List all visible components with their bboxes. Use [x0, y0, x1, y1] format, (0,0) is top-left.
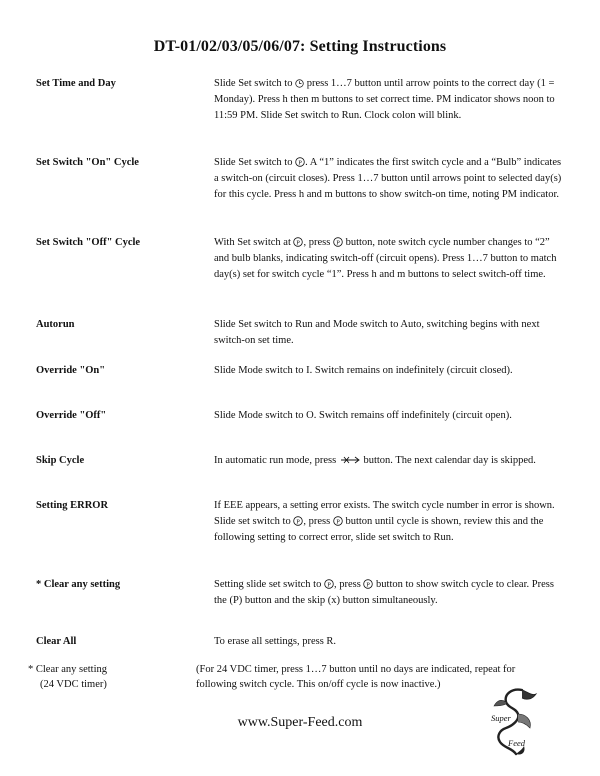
section-text: Slide Set switch to Run and Mode switch to Auto, switching begins with next switch-on set time. [214, 319, 540, 346]
footnote-text: (For 24 VDC timer, press 1…7 button until no days are indicated, repeat for following switch cycle. This on/off cycle is now inactive.) [196, 664, 516, 690]
text-part: In automatic run mode, press [214, 455, 339, 466]
text-part: , press [333, 579, 364, 590]
svg-text:Super: Super [491, 713, 511, 723]
svg-text:P: P [366, 581, 371, 589]
program-icon [333, 516, 343, 526]
text-part: button to show switch cycle to clear. Press the (P) button and the skip (x) button simultaneously. [214, 579, 554, 606]
section-text: Slide Mode switch to I. Switch remains on indefinitely (circuit closed). [214, 365, 513, 376]
section-text [214, 577, 564, 609]
program-icon [295, 157, 305, 167]
skip-icon [339, 455, 361, 465]
section-text: To erase all settings, press R. [214, 636, 337, 647]
section-label: Override "Off" [36, 410, 107, 421]
section-text [214, 155, 564, 203]
text-part: , press [303, 516, 333, 527]
text-part: If EEE appears, a setting error exists. The switch cycle number in error is shown. Slide set switch to [214, 500, 555, 527]
section-label: Setting ERROR [36, 500, 109, 511]
section-text [214, 498, 564, 546]
program-icon [293, 516, 303, 526]
section-label: Override "On" [36, 365, 106, 376]
super-feed-seahorse-logo-icon [482, 684, 546, 760]
section-label: Clear All [36, 636, 77, 647]
svg-text:P: P [336, 518, 340, 526]
svg-text:Feed: Feed [508, 738, 525, 748]
svg-text:P: P [327, 581, 331, 589]
section-label: Set Switch "On" Cycle [36, 157, 139, 168]
section-label: Set Time and Day [36, 78, 116, 89]
section-text [214, 235, 564, 283]
section-label: Skip Cycle [36, 455, 85, 466]
clock-icon [295, 79, 304, 88]
svg-text:P: P [336, 239, 340, 247]
footnote-label-line: (24 VDC timer) [40, 679, 107, 690]
text-part: Slide Set switch to [214, 78, 296, 89]
text-part: , press [303, 237, 333, 248]
program-icon [324, 579, 334, 589]
page-title: DT-01/02/03/05/06/07: Setting Instructions [153, 38, 447, 55]
svg-text:P: P [298, 159, 302, 167]
section-text [214, 76, 564, 124]
svg-text:P: P [296, 518, 301, 526]
svg-text:P: P [296, 239, 301, 247]
program-icon [333, 237, 343, 247]
text-part: button, note switch cycle number changes to “2” and bulb blanks, indicating switch-off (circuit opens). Press 1…7 button to match day(s) set for switch cycle “1”. Press h and m buttons to select switch-off time. [214, 237, 557, 280]
text-part: Setting slide set switch to [214, 579, 324, 590]
program-icon [363, 579, 373, 589]
section-label: Autorun [36, 319, 75, 330]
text-part: press 1…7 button until arrow points to the correct day (1 = Monday). Press h then m buttons to set correct time. PM indicator shows noon to 11:59 PM. Slide Set switch to Run. Clock colon will blink. [214, 78, 555, 121]
footnote-label-line: * Clear any setting [28, 664, 108, 675]
program-icon [293, 237, 303, 247]
text-part: . A “1” indicates the first switch cycle and a “Bulb” indicates a switch-on (circuit closes). Press 1…7 button until arrows point to selected day(s) for this cycle. Press h and m buttons to show switch-on time, noting PM indicator. [214, 157, 562, 200]
section-label: * Clear any setting [36, 579, 121, 590]
text-part: Slide Set switch to [214, 157, 296, 168]
footnote-label [28, 662, 188, 692]
text-part: button until cycle is shown, review this and the following setting to correct error, slide set switch to Run. [214, 516, 544, 543]
section-text: Slide Mode switch to O. Switch remains off indefinitely (circuit open). [214, 410, 512, 421]
section-text [214, 453, 564, 469]
section-label: Set Switch "Off" Cycle [36, 237, 141, 248]
footer-url: www.Super-Feed.com [237, 715, 363, 730]
text-part: With Set switch at [214, 237, 294, 248]
text-part: button. The next calendar day is skipped. [360, 455, 536, 466]
